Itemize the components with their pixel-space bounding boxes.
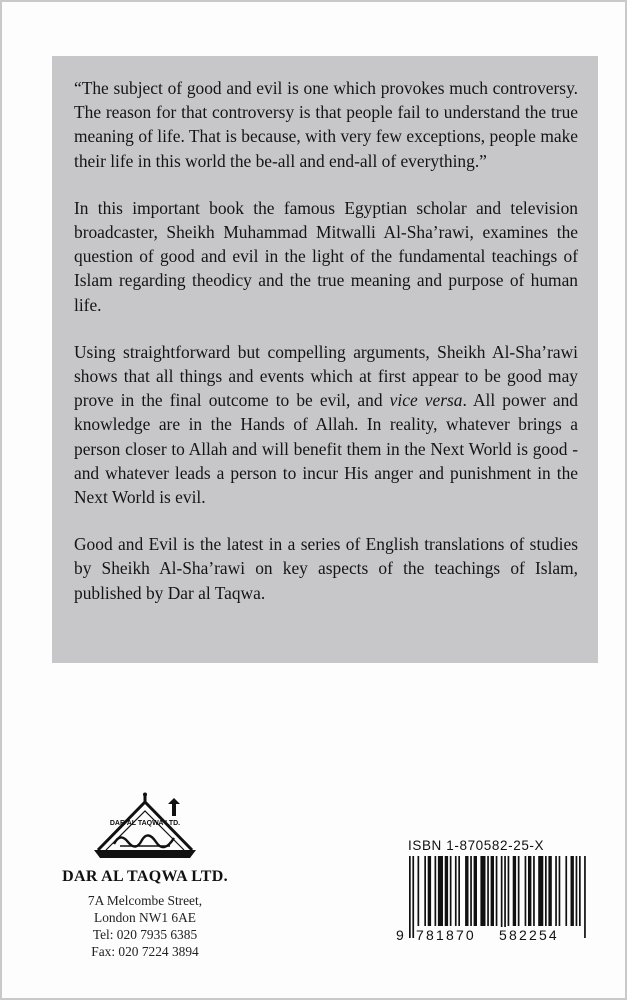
barcode-bar <box>579 856 581 926</box>
barcode-bar <box>518 856 520 926</box>
address-line-2: London NW1 6AE <box>94 910 196 925</box>
blurb-quote: “The subject of good and evil is one which provokes much controversy. The reason for that controversy is that people fail to understand the true meaning of life. That is because, with very few exceptions, people make their life in this world the be-all and end-all of everything.” <box>74 78 578 171</box>
blurb-paragraph-2: In this important book the famous Egyptian scholar and television broadcaster, Sheikh Muhammad Mitwalli Al-Sha’rawi, examines the question of good and evil in the light of the fundamental teachings of Islam regarding theodicy and the true meaning and purpose of human life. <box>74 197 578 315</box>
publisher-logo-icon <box>90 792 200 860</box>
barcode-bar <box>418 856 420 926</box>
barcode-bar <box>513 856 516 926</box>
blurb-p3-italic: vice versa <box>389 390 463 411</box>
publisher-address <box>45 892 245 960</box>
address-line-1: 7A Melcombe Street, <box>87 893 203 908</box>
telephone: Tel: 020 7935 6385 <box>92 927 198 942</box>
barcode-bar <box>496 856 498 926</box>
barcode-bar <box>533 856 535 926</box>
barcode-bar <box>538 856 543 926</box>
barcode-bar <box>458 856 460 926</box>
barcode-bar <box>455 856 457 926</box>
barcode <box>395 856 590 956</box>
barcode-digits <box>395 923 590 947</box>
barcode-bar <box>424 856 426 926</box>
barcode-left-digits: 781870 <box>416 927 476 943</box>
barcode-bar <box>571 856 574 926</box>
barcode-lead-digit: 9 <box>396 927 406 943</box>
barcode-bar <box>480 856 485 926</box>
barcode-bar <box>465 856 468 926</box>
fax: Fax: 020 7224 3894 <box>91 944 199 959</box>
barcode-bar <box>528 856 531 926</box>
barcode-bar <box>474 856 477 926</box>
barcode-bar <box>525 856 527 926</box>
barcode-bar <box>491 856 494 926</box>
publisher-block <box>45 792 245 960</box>
barcode-bar <box>450 856 452 926</box>
isbn-label: ISBN 1-870582-25-X <box>408 838 545 853</box>
blurb-paragraph-4: Good and Evil is the latest in a series of English translations of studies by Sheikh Al-Sha’rawi on key aspects of the teachings of Islam, published by Dar al Taqwa. <box>74 534 578 603</box>
barcode-bar <box>548 856 551 926</box>
barcode-bar <box>555 856 557 926</box>
blurb-paragraph-3 <box>74 340 578 509</box>
barcode-bar <box>576 856 578 926</box>
blurb-panel <box>52 56 598 663</box>
barcode-bar <box>428 856 431 926</box>
barcode-bar <box>445 856 448 926</box>
logo-text: DAR AL TAQWA LTD. <box>109 820 181 827</box>
barcode-bar <box>508 856 510 926</box>
barcode-block <box>395 838 590 956</box>
barcode-right-digits: 582254 <box>499 927 559 943</box>
barcode-bar <box>470 856 472 926</box>
barcode-bar <box>487 856 489 926</box>
blurb-p3-end: . All power and knowledge are in the Hands of Allah. In reality, whatever brings a person closer to Allah and will benefit them in the Next World is good - and whatever leads a person to incur His anger and punishment in the Next World is evil. <box>74 390 578 508</box>
blurb-p3-start: Using straightforward but compelling arguments, Sheikh Al-Sha’rawi shows that all things and events which at first appear to be good may prove in the final outcome to be evil, and <box>74 341 578 411</box>
barcode-bar <box>438 856 443 926</box>
barcode-bar <box>545 856 547 926</box>
barcode-bar <box>559 856 561 926</box>
publisher-name: DAR AL TAQWA LTD. <box>62 868 228 885</box>
barcode-bar <box>435 856 437 926</box>
barcode-bar <box>565 856 567 926</box>
